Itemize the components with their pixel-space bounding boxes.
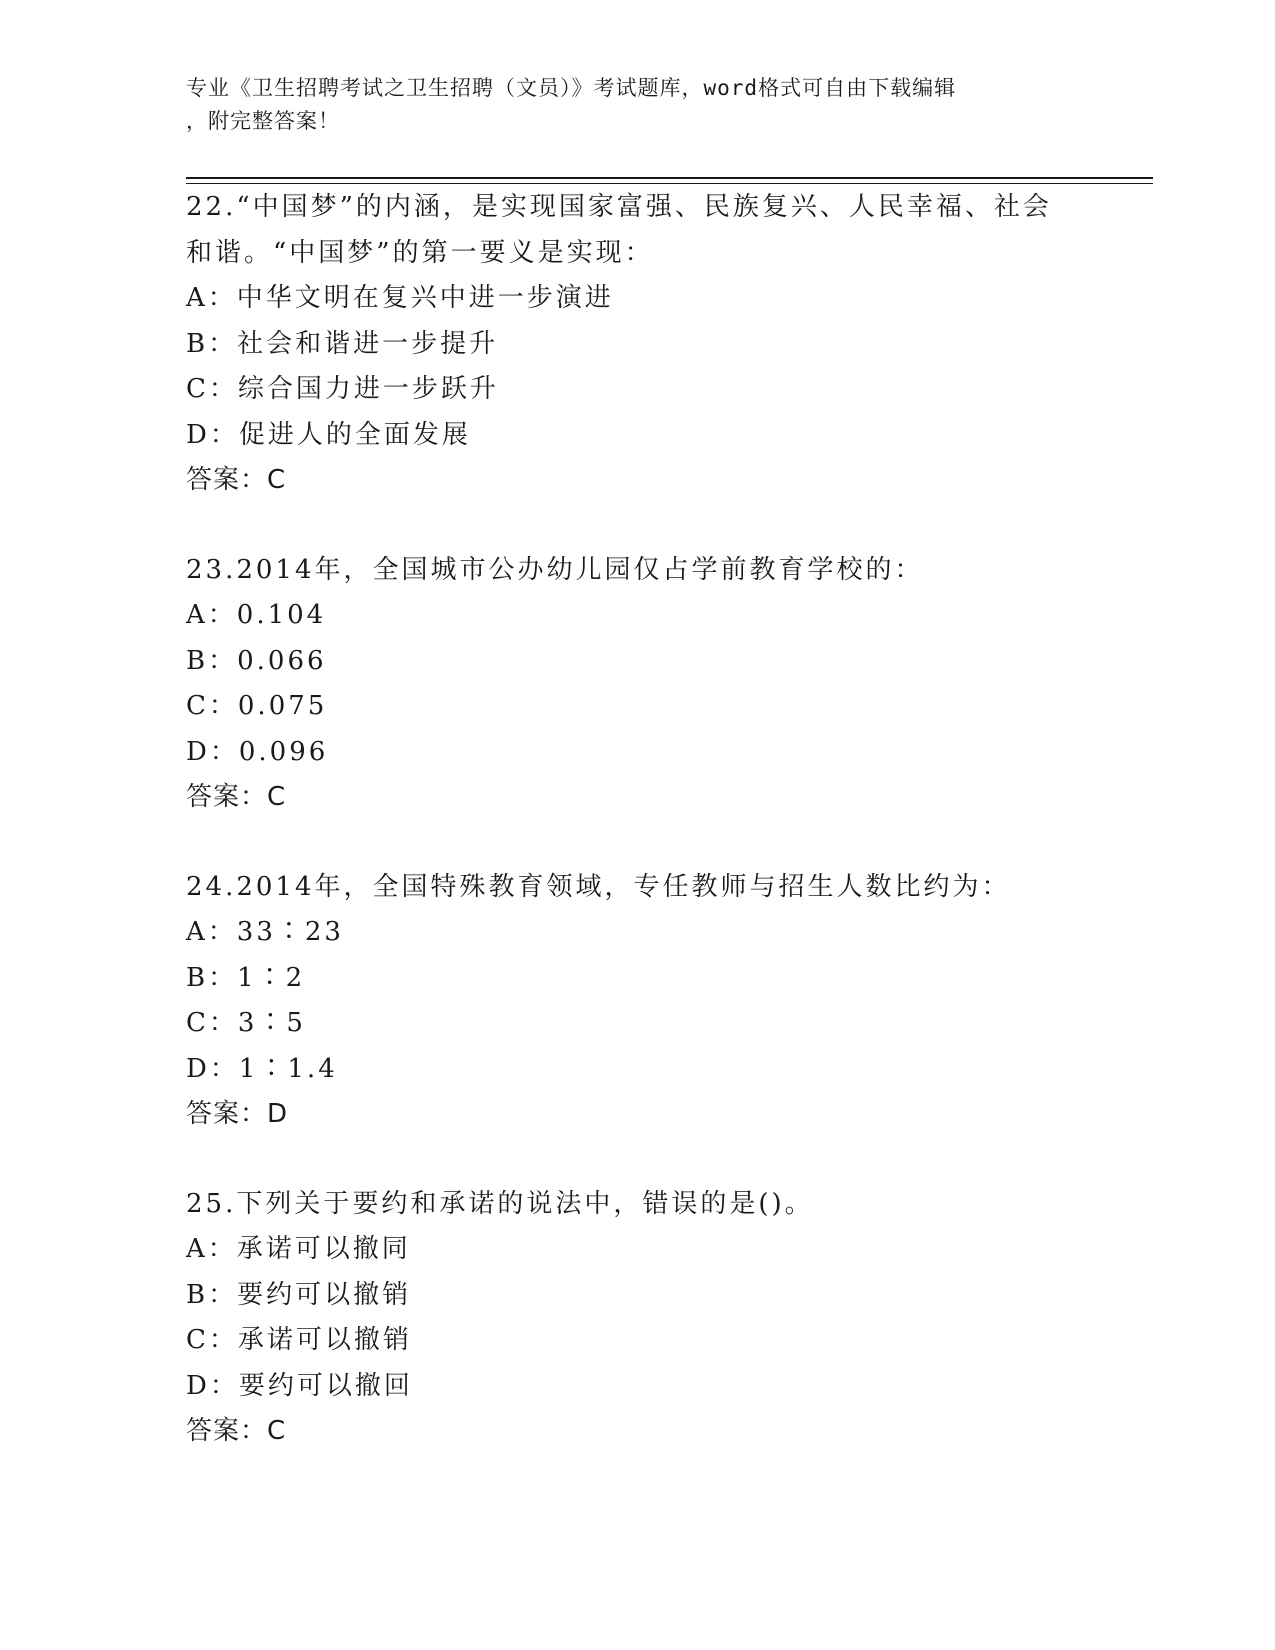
document-header bbox=[186, 72, 1086, 138]
option-a: A：中华文明在复兴中进一步演进 bbox=[186, 283, 614, 313]
answer-line: 答案：D bbox=[186, 1099, 289, 1129]
question-list bbox=[186, 185, 1146, 1455]
option-c: C：3∶5 bbox=[186, 1008, 306, 1038]
question-24 bbox=[186, 865, 1146, 1138]
option-d: D：0.096 bbox=[186, 736, 329, 767]
option-b: B：1∶2 bbox=[186, 962, 306, 993]
header-line-2: ，附完整答案！ bbox=[186, 109, 340, 133]
answer-line: 答案：C bbox=[186, 782, 287, 812]
question-stem: 和谐。“中国梦”的第一要义是实现： bbox=[186, 237, 654, 268]
option-c: C：0.075 bbox=[186, 691, 328, 721]
option-b: B：要约可以撤销 bbox=[186, 1279, 412, 1310]
question-stem: 25.下列关于要约和承诺的说法中，错误的是()。 bbox=[186, 1188, 814, 1219]
option-d: D：促进人的全面发展 bbox=[186, 419, 471, 450]
option-a: A：0.104 bbox=[186, 600, 327, 630]
option-d: D：要约可以撤回 bbox=[186, 1370, 413, 1401]
question-stem: 24.2014年，全国特殊教育领域，专任教师与招生人数比约为： bbox=[186, 871, 1011, 902]
header-divider-thin bbox=[186, 183, 1153, 184]
header-divider-thick bbox=[186, 177, 1153, 179]
question-stem: 23.2014年，全国城市公办幼儿园仅占学前教育学校的： bbox=[186, 554, 924, 585]
question-23 bbox=[186, 548, 1146, 821]
option-b: B：社会和谐进一步提升 bbox=[186, 328, 499, 359]
option-d: D：1∶1.4 bbox=[186, 1053, 338, 1084]
option-a: A：承诺可以撤同 bbox=[186, 1234, 411, 1264]
answer-line: 答案：C bbox=[186, 1416, 287, 1446]
question-22 bbox=[186, 185, 1146, 504]
header-line-1: 专业《卫生招聘考试之卫生招聘（文员）》考试题库，word格式可自由下载编辑 bbox=[186, 76, 957, 100]
answer-line: 答案：C bbox=[186, 465, 287, 495]
option-c: C：承诺可以撤销 bbox=[186, 1325, 412, 1355]
question-stem: 22.“中国梦”的内涵，是实现国家富强、民族复兴、人民幸福、社会 bbox=[186, 192, 1052, 222]
question-25 bbox=[186, 1182, 1146, 1455]
option-b: B：0.066 bbox=[186, 645, 327, 676]
option-c: C：综合国力进一步跃升 bbox=[186, 374, 499, 404]
option-a: A：33∶23 bbox=[186, 917, 344, 947]
